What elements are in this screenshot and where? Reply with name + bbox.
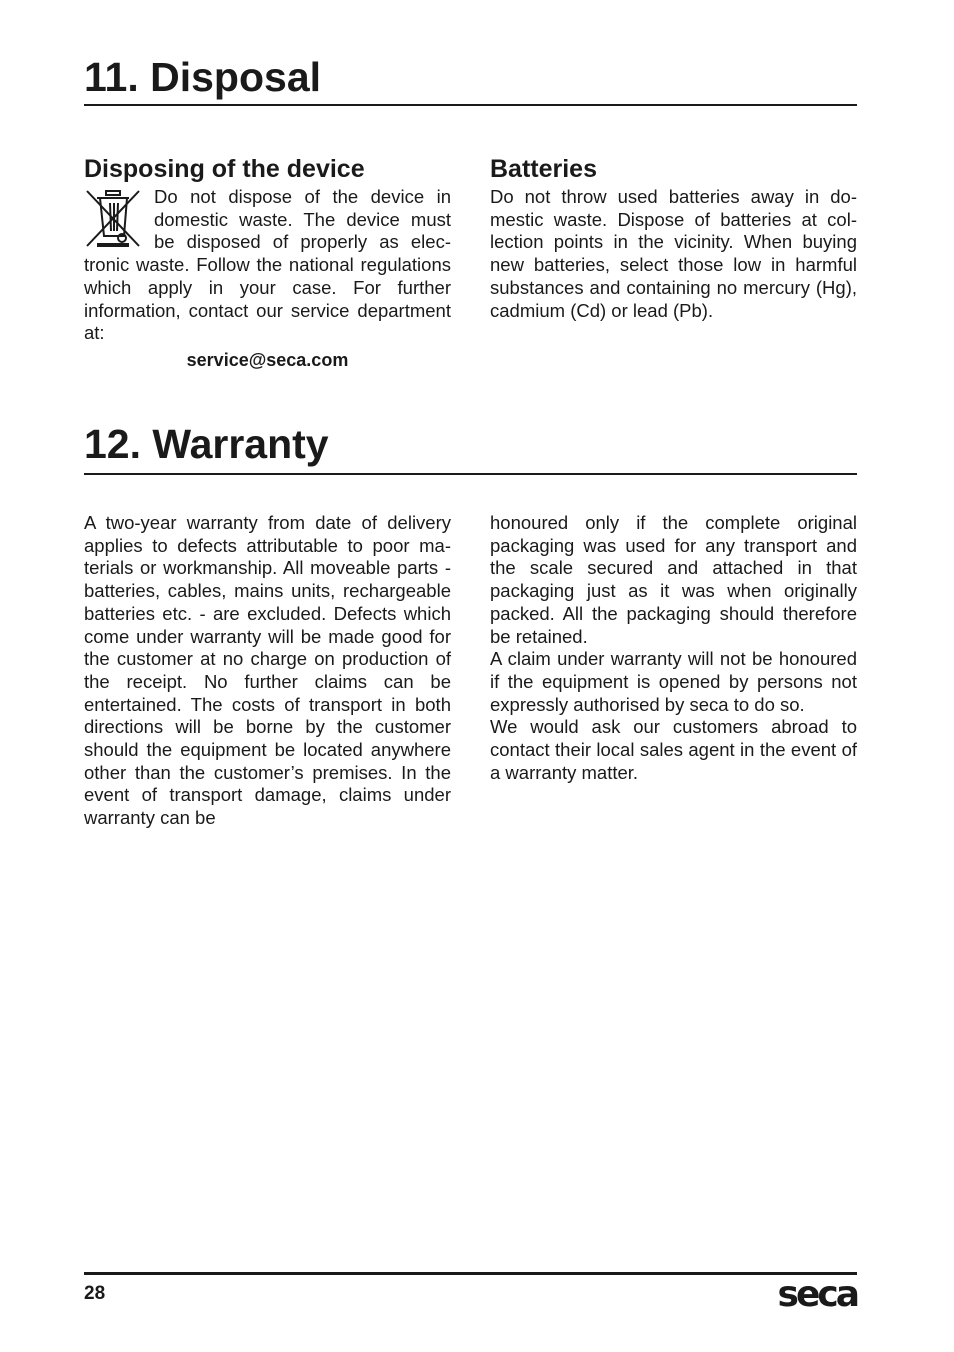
brand-logo: seca	[777, 1274, 857, 1315]
disposing-device-heading: Disposing of the device	[84, 155, 365, 183]
disposing-device-column	[84, 154, 451, 371]
warranty-section-title: 12. Warranty	[84, 421, 329, 467]
warranty-left-column	[84, 512, 451, 830]
manual-page	[84, 0, 857, 1352]
page-number: 28	[84, 1283, 106, 1304]
warranty-right-column	[490, 512, 857, 784]
warranty-paragraph: A claim under warranty will not be honoured if the equipment is opened by persons not expressly authorised by seca to do so.	[490, 648, 857, 715]
service-email-link[interactable]: service@seca.com	[186, 349, 349, 370]
warranty-title-rule	[84, 473, 857, 475]
footer-rule	[84, 1272, 857, 1275]
warranty-paragraph: We would ask our customers abroad to contact their local sales agent in the event of a warranty matter.	[490, 716, 857, 783]
crossed-out-wheelie-bin-icon	[84, 188, 142, 250]
disposal-title-rule	[84, 104, 857, 106]
disposing-device-text: Do not dispose of the device in domestic waste. The device must be disposed of properly as electronic waste. Follow the national regulations which apply in your case. For further information, contact our service department at:	[84, 186, 451, 344]
batteries-text: Do not throw used batteries away in domestic waste. Dispose of batteries at collection points in the vicinity. When buying new batteries, select those low in harmful substances and containing no mercury (Hg), cadmium (Cd) or lead (Pb).	[490, 186, 857, 321]
warranty-left-text: A two-year warranty from date of delivery applies to defects attributable to poor materials or workmanship. All moveable parts - batteries, cables, mains units, rechargeable batteries etc. - are excluded. Defects which come under warranty will be made good for the customer at no charge on production of the receipt. No further claims can be entertained. The costs of transport in both directions will be borne by the customer should the equipment be located anywhere other than the customer’s premises. In the event of transport damage, claims under warranty can be	[84, 512, 451, 829]
batteries-column	[490, 154, 857, 322]
batteries-heading: Batteries	[490, 155, 597, 183]
disposal-section-title: 11. Disposal	[84, 54, 322, 100]
warranty-paragraph: honoured only if the complete original packaging was used for any transport and the scale secured and attached in that packaging just as it was when originally packed. All the packaging should therefore be retained.	[490, 512, 857, 647]
